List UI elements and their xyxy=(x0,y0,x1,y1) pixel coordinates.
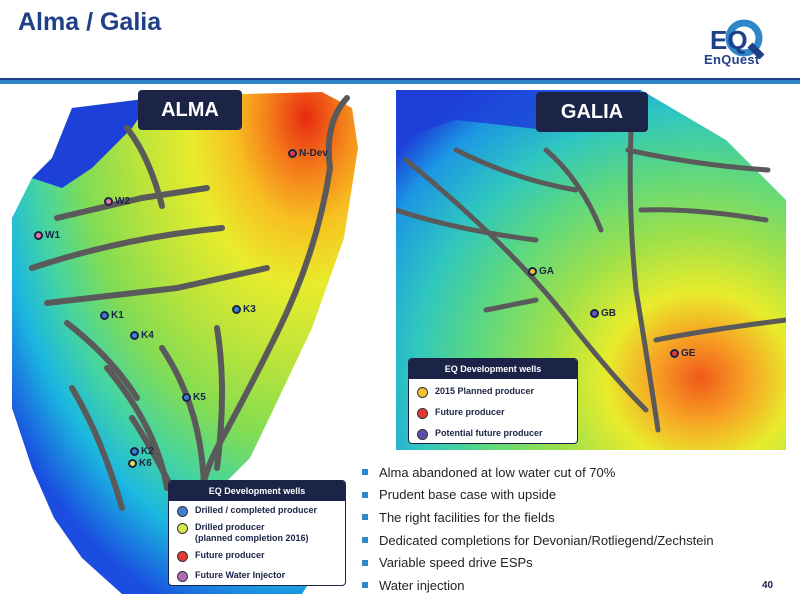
well-marker[interactable] xyxy=(128,458,152,469)
alma-map xyxy=(12,88,358,594)
well-label: W1 xyxy=(45,230,60,241)
legend-label: Future producer xyxy=(435,407,505,417)
header-divider xyxy=(0,78,800,84)
well-label: K1 xyxy=(111,310,124,321)
well-marker[interactable] xyxy=(232,304,256,315)
bullet-item xyxy=(362,506,714,529)
well-label: K6 xyxy=(139,458,152,469)
bullet-marker xyxy=(362,582,368,588)
legend-item xyxy=(177,522,309,544)
legend-label: 2015 Planned producer xyxy=(435,386,535,396)
legend-label: Potential future producer xyxy=(435,428,543,438)
well-dot xyxy=(288,149,297,158)
well-label: W2 xyxy=(115,196,130,207)
well-marker[interactable] xyxy=(288,148,328,159)
well-marker[interactable] xyxy=(104,196,130,207)
legend-dot xyxy=(177,506,188,517)
well-dot xyxy=(34,231,43,240)
well-dot xyxy=(528,267,537,276)
bullet-text: Alma abandoned at low water cut of 70% xyxy=(379,464,616,480)
well-dot xyxy=(670,349,679,358)
legend-dot xyxy=(417,408,428,419)
legend-label: Future producer xyxy=(195,550,265,560)
legend-label: Drilled / completed producer xyxy=(195,505,318,515)
bullet-item xyxy=(362,551,714,574)
bullet-item xyxy=(362,529,714,552)
page-number: 40 xyxy=(762,580,774,591)
legend-dot xyxy=(177,523,188,534)
well-label: GE xyxy=(681,348,696,359)
well-marker[interactable] xyxy=(182,392,206,403)
well-dot xyxy=(130,447,139,456)
well-marker[interactable] xyxy=(130,446,154,457)
legend-title: EQ Development wells xyxy=(169,481,345,501)
legend-item xyxy=(417,428,543,440)
legend-sublabel: (planned completion 2016) xyxy=(195,533,309,543)
alma-title: ALMA xyxy=(138,90,242,130)
well-marker[interactable] xyxy=(130,330,154,341)
bullet-item xyxy=(362,574,714,597)
well-label: K2 xyxy=(141,446,154,457)
legend-dot xyxy=(417,387,428,398)
well-label: K4 xyxy=(141,330,154,341)
galia-legend xyxy=(408,358,578,444)
bullet-marker xyxy=(362,537,368,543)
well-marker[interactable] xyxy=(100,310,124,321)
bullet-item xyxy=(362,484,714,507)
bullet-text: Dedicated completions for Devonian/Rotliegend/Zechstein xyxy=(379,532,714,548)
well-dot xyxy=(128,459,137,468)
legend-dot xyxy=(417,429,428,440)
well-dot xyxy=(104,197,113,206)
alma-legend xyxy=(168,480,346,586)
logo-text: EnQuest xyxy=(704,52,760,67)
well-marker[interactable] xyxy=(34,230,60,241)
well-label: N-Dev xyxy=(299,148,328,159)
legend-title: EQ Development wells xyxy=(409,359,577,379)
bullet-text: Variable speed drive ESPs xyxy=(379,555,533,571)
legend-item xyxy=(417,407,505,419)
bullet-text: Water injection xyxy=(379,577,465,593)
galia-title: GALIA xyxy=(536,92,648,132)
legend-dot xyxy=(177,551,188,562)
legend-item xyxy=(177,570,285,582)
well-dot xyxy=(232,305,241,314)
legend-label: Future Water Injector xyxy=(195,570,286,580)
well-dot xyxy=(590,309,599,318)
bullet-text: The right facilities for the fields xyxy=(379,509,555,525)
well-dot xyxy=(130,331,139,340)
legend-label: Drilled producer xyxy=(195,522,265,532)
logo-mark: EQ xyxy=(710,25,748,55)
well-marker[interactable] xyxy=(590,308,616,319)
bullet-marker xyxy=(362,469,368,475)
bullet-marker xyxy=(362,492,368,498)
well-label: GB xyxy=(601,308,616,319)
well-marker[interactable] xyxy=(670,348,695,359)
legend-item xyxy=(177,505,317,517)
well-dot xyxy=(182,393,191,402)
well-marker[interactable] xyxy=(528,266,554,277)
well-dot xyxy=(100,311,109,320)
legend-item xyxy=(417,386,534,398)
legend-dot xyxy=(177,571,188,582)
well-label: GA xyxy=(539,266,554,277)
bullet-marker xyxy=(362,514,368,520)
slide-title: Alma / Galia xyxy=(18,8,162,36)
key-points-list xyxy=(362,461,714,597)
well-label: K3 xyxy=(243,304,256,315)
bullet-item xyxy=(362,461,714,484)
galia-map xyxy=(396,90,786,450)
bullet-text: Prudent base case with upside xyxy=(379,487,557,503)
well-label: K5 xyxy=(193,392,206,403)
legend-item xyxy=(177,550,265,562)
bullet-marker xyxy=(362,560,368,566)
